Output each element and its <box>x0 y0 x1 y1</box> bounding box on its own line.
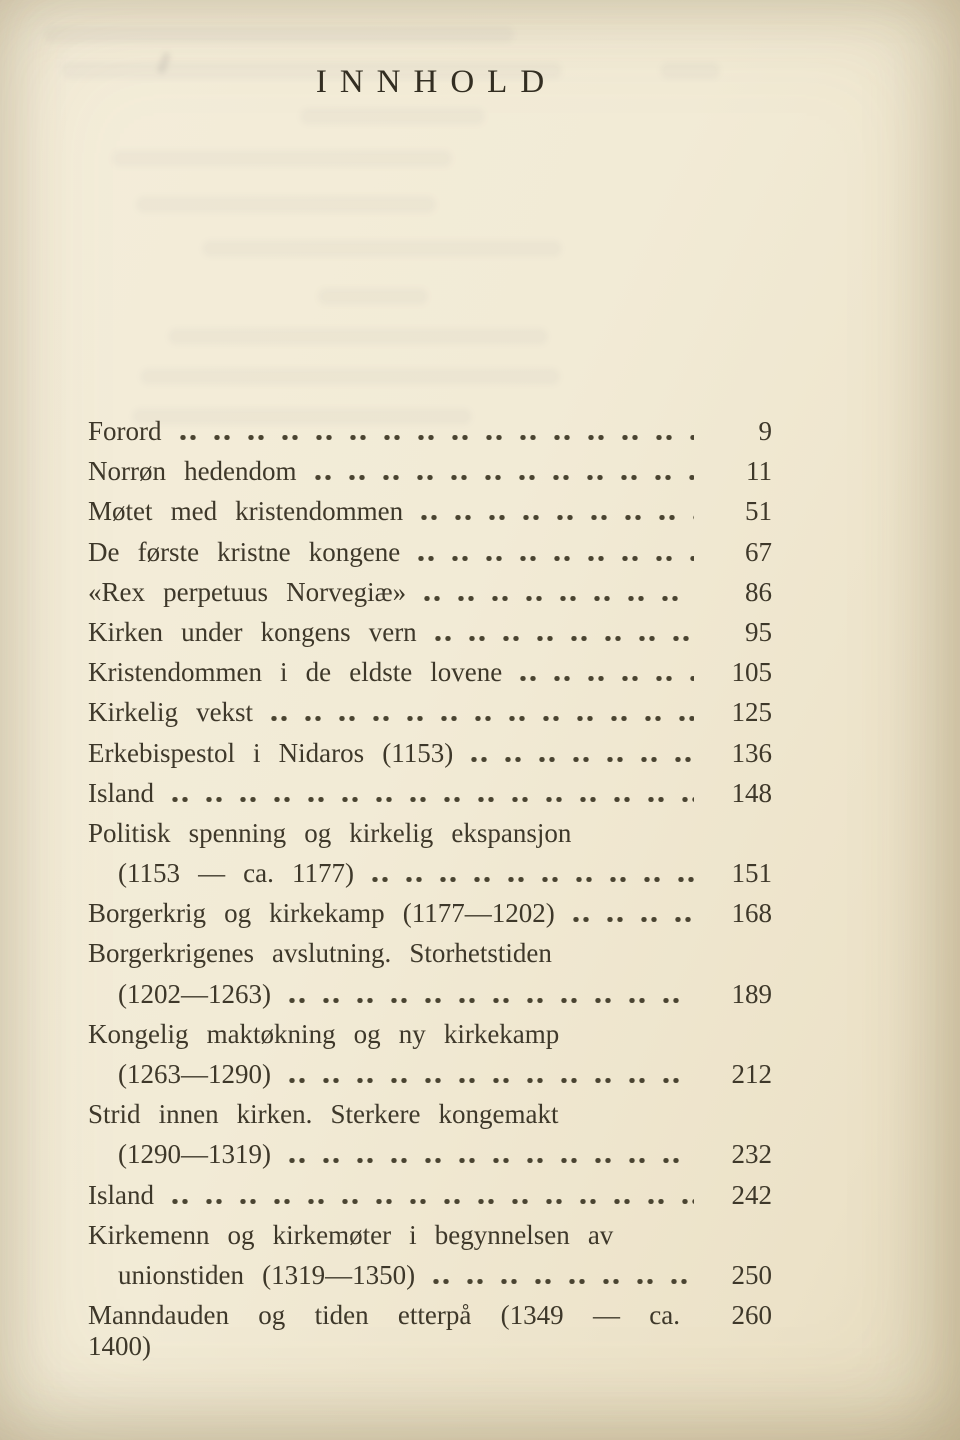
toc-entry-label: (1290—1319) <box>118 1139 271 1170</box>
toc-page-number: 125 <box>731 697 772 728</box>
toc-page-number: 212 <box>731 1059 772 1089</box>
dot-leader <box>471 757 694 762</box>
toc-entry-label: Politisk spenning og kirkelig ekspansjon <box>88 817 572 848</box>
dot-leader <box>520 676 694 681</box>
toc-line <box>88 537 772 577</box>
toc-line <box>88 1180 772 1220</box>
dot-leader <box>172 797 694 802</box>
toc-line <box>88 1059 772 1099</box>
toc-entry-label: De første kristne kongene <box>88 536 401 567</box>
dot-leader <box>271 716 694 721</box>
dot-leader <box>424 596 694 601</box>
toc-page-number: 148 <box>731 777 772 808</box>
dot-leader <box>433 1279 694 1284</box>
toc-page-number: 189 <box>731 978 772 1009</box>
dot-leader <box>315 475 694 480</box>
toc-entry-label: Strid innen kirken. Sterkere kongemakt <box>88 1099 559 1130</box>
toc-line <box>88 818 772 858</box>
dot-leader <box>289 1158 694 1163</box>
toc-entry-label: Kirken under kongens vern <box>88 616 417 647</box>
toc-entry-label: Forord <box>88 416 162 446</box>
toc-entry-label: «Rex perpetuus Norvegiæ» <box>88 576 407 607</box>
toc-entry-label: Manndauden og tiden etterpå (1349 — ca. 1400) <box>88 1300 680 1362</box>
toc-entry-label: Kristendommen i de eldste lovene <box>88 657 503 688</box>
toc-page-number: 105 <box>731 657 772 688</box>
dot-leader <box>573 917 694 922</box>
toc-entry-label: (1153 — ca. 1177) <box>118 858 354 889</box>
toc-page-number: 250 <box>731 1259 772 1290</box>
dot-leader <box>435 636 694 641</box>
toc-page-number: 260 <box>731 1300 772 1331</box>
toc-entry-label: Kirkelig vekst <box>88 697 254 728</box>
toc-line <box>88 1099 772 1139</box>
toc-line <box>88 697 772 737</box>
toc-line <box>88 1019 772 1059</box>
dot-leader <box>421 515 694 520</box>
toc-entry-label: Borgerkrigenes avslutning. Storhetstiden <box>88 938 552 969</box>
toc-page-number: 151 <box>731 858 772 889</box>
toc-line <box>88 416 772 456</box>
toc-entry-label: (1202—1263) <box>118 978 271 1009</box>
toc-entry-label: Erkebispestol i Nidaros (1153) <box>88 737 454 768</box>
toc-entry-label: Kongelig maktøkning og ny kirkekamp <box>88 1018 560 1049</box>
toc-line <box>88 738 772 778</box>
toc-page-number: 67 <box>745 536 772 567</box>
dot-leader <box>418 556 694 561</box>
page-title: INNHOLD <box>315 64 558 100</box>
toc-line <box>88 938 772 978</box>
toc-page-number: 242 <box>731 1179 772 1210</box>
toc-line <box>88 496 772 536</box>
toc-page-number: 86 <box>745 576 772 607</box>
toc-line <box>88 617 772 657</box>
toc-page-number: 168 <box>731 898 772 929</box>
toc-page-number: 9 <box>758 416 772 446</box>
toc-entry-label: (1263—1290) <box>118 1059 271 1089</box>
toc-line <box>88 858 772 898</box>
toc-page-number: 232 <box>731 1139 772 1170</box>
toc-line <box>88 898 772 938</box>
dot-leader <box>172 1199 694 1204</box>
toc-line <box>88 1300 772 1362</box>
dot-leader <box>289 1078 694 1083</box>
toc-page-number: 51 <box>745 496 772 527</box>
toc-line <box>88 577 772 617</box>
toc-entry-label: Kirkemenn og kirkemøter i begynnelsen av <box>88 1219 614 1250</box>
toc-page-number: 136 <box>731 737 772 768</box>
toc-line <box>88 979 772 1019</box>
toc-page-number: 95 <box>745 616 772 647</box>
dot-leader <box>180 435 695 440</box>
toc-entry-label: unionstiden (1319—1350) <box>118 1259 416 1290</box>
toc-line <box>88 1260 772 1300</box>
toc-entry-label: Møtet med kristendommen <box>88 496 404 527</box>
dot-leader <box>289 998 694 1003</box>
toc-entry-label: Borgerkrig og kirkekamp (1177—1202) <box>88 898 555 929</box>
toc-entry-label: Island <box>88 1179 154 1210</box>
toc-entry-label: Norrøn hedendom <box>88 456 297 487</box>
toc-line <box>88 778 772 818</box>
toc-entry-label: Island <box>88 777 154 808</box>
toc-line <box>88 456 772 496</box>
toc-list <box>88 416 772 1362</box>
toc-line <box>88 1220 772 1260</box>
toc-line <box>88 1139 772 1179</box>
dot-leader <box>372 877 694 882</box>
toc-page-number: 11 <box>746 456 772 487</box>
toc-line <box>88 657 772 697</box>
